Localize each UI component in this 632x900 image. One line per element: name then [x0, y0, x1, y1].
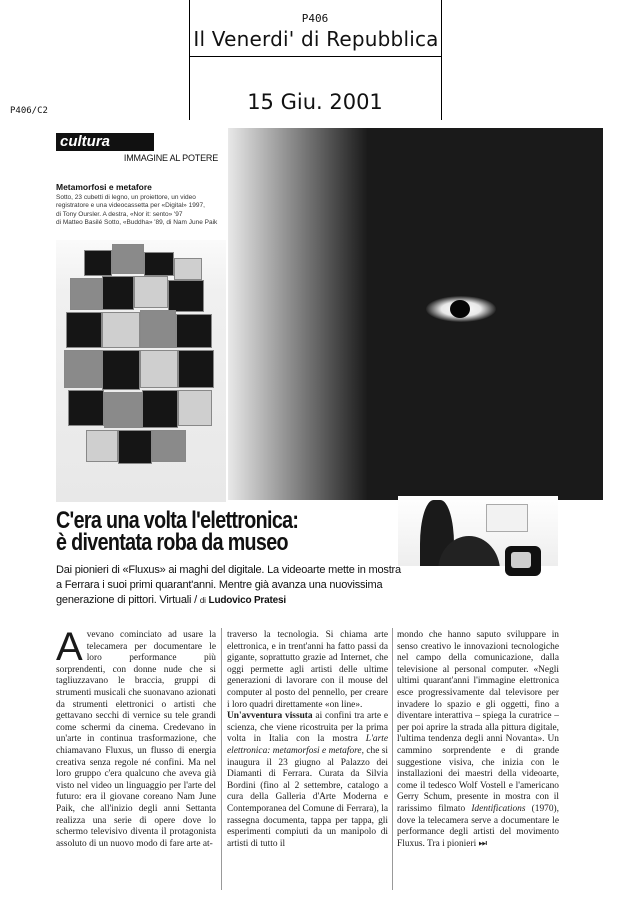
tv-screen: [511, 552, 531, 568]
cube: [178, 390, 212, 426]
headline-line: è diventata roba da museo: [56, 529, 288, 556]
cube: [102, 276, 134, 310]
byline: Ludovico Pratesi: [208, 595, 286, 606]
body-column-2: [227, 630, 388, 850]
eye-pupil: [450, 300, 470, 318]
caption-title: Metamorfosi e metafore: [56, 182, 152, 192]
caption-text: [56, 194, 222, 227]
subheading: Un'avventura vissuta: [227, 711, 313, 722]
article-headline: [56, 507, 339, 556]
headline-line: C'era una volta l'elettronica:: [56, 507, 299, 534]
column-divider: [392, 628, 393, 890]
cube: [144, 252, 174, 276]
cube: [70, 278, 102, 310]
column-text: ai confini tra arte e scienza, che viene ricostruita per la prima volta in Italia con la mostra: [227, 711, 389, 745]
column-divider: [221, 628, 222, 890]
exhibition-title: L'arte elettronica: metamorfosi e metafore,: [227, 734, 389, 756]
caption-line: Sotto, 23 cubetti di legno, un proiettore, un video: [56, 194, 196, 201]
column-text: mondo che hanno saputo sviluppare in senso creativo le innovazioni tecnologiche nel campo della comunicazione, dalla televisione al personal computer. «Negli ultimi quarant'anni l'immagine elettronica esce progressivamente dal televisore per invadere lo spazio e gli oggetti, fino a diventare interattiva – spiega la curatrice – per poi aprire la strada alla pittura digitale, l'ultima tendenza degli anni Novanta». Un cammino sorprendente e di grande suggestione visiva, che inizia con le installazioni dei maestri della videoarte, come il tedesco Wolf Vostell e l'americano Gerry Schum, presente in mostra con il rarissimo filmato: [397, 630, 559, 814]
cube: [140, 310, 176, 348]
body-column-3: [397, 630, 559, 850]
column-text: (1970), dove la telecamera serve a documentare le performance degli artisti del movimento Fluxus. Tra i pionieri: [397, 803, 559, 849]
standfirst-text: Dai pionieri di «Fluxus» ai maghi del digitale. La videoarte mette in mostra a Ferrara i suoi primi quarant'anni. Mentre già avanza una nuovissima generazione di pittori. Virtuali /: [56, 564, 401, 606]
header-rule-right: [441, 0, 442, 120]
column-text: che si inaugura il 23 giugno al Palazzo dei Diamanti di Ferrara. Curata da Silvia Bordini (fino al 2 settembre, catalogo a cura della Galleria d'Arte Moderna e Contemporanea del Comune di Ferrara), la rassegna documenta, tappa per tappa, gli esperimenti compiuti da un manipolo di artisti di tutto il: [227, 745, 389, 849]
cube: [178, 350, 214, 388]
cube: [84, 250, 112, 276]
dropcap: A: [56, 625, 83, 669]
cube: [112, 244, 144, 274]
cube: [142, 390, 178, 428]
cube: [118, 430, 152, 464]
publication-title: Il Venerdi' di Repubblica: [193, 27, 439, 51]
cube: [104, 392, 142, 428]
header-code: P406: [301, 12, 329, 25]
cube: [174, 258, 202, 280]
face-photo: [228, 128, 603, 500]
publication-date: 15 Giu. 2001: [247, 90, 383, 114]
photo-highlight: [228, 128, 368, 500]
article-standfirst: [56, 563, 406, 608]
caption-line: registratore e una videocassetta per «Digital» 1997,: [56, 202, 205, 210]
cube: [102, 350, 140, 390]
cube: [134, 276, 168, 308]
cube: [140, 350, 178, 388]
body-column-1: [56, 625, 216, 850]
cube: [168, 280, 204, 312]
column-text: vevano cominciato ad usare la telecamera per documentare le loro performance più sorprendenti, con donne nude che si tagliuzzavano le braccia, gruppi di strumenti musicali che suonavano azionati da strumenti elettronici o artisti che gettavano secchi di vernice su tele grandi come schermi da cinema. Credevano in un'arte in continua trasformazione, che chiamavano Fluxus, un flusso di energia creativa senza regole né confini. Ma nel loro gruppo c'era qualcuno che aveva già visto nel video un linguaggio per l'arte del futuro: era il giovane coreano Nam June Paik, che all'inizio degli anni Settanta realizza una serie di opere dove lo schermo televisivo diventa il protagonista assoluto di un nuovo modo di fare arte at-: [56, 630, 216, 849]
header-underline: [190, 56, 442, 57]
cube: [68, 390, 104, 426]
caption-line: di Matteo Basilé Sotto, «Buddha» '89, di Nam June Paik: [56, 218, 218, 226]
page-reference: P406/C2: [10, 106, 48, 116]
cube: [86, 430, 118, 462]
cube: [152, 430, 186, 462]
film-title: Identifications: [471, 803, 526, 814]
continue-icon: ⏭: [478, 838, 487, 849]
cube: [102, 312, 140, 348]
byline-label: di: [199, 596, 206, 605]
caption-line: di Tony Oursler. A destra, «Nor it: sento» '97: [56, 210, 183, 218]
cube: [64, 350, 102, 388]
window-frame: [486, 504, 528, 532]
section-rubric: cultura: [56, 133, 154, 151]
cubes-photo: [56, 240, 226, 502]
cube: [176, 314, 212, 348]
section-subtitle: IMMAGINE AL POTERE: [123, 153, 218, 163]
column-text: traverso la tecnologia. Si chiama arte elettronica, e in trent'anni ha fatto passi da gigante, soprattutto grazie ad Internet, che oggi permette agli artisti delle ultime generazioni di lavorare con il mouse del computer al posto del pennello, per creare i loro quadri direttamente «on line».: [227, 630, 388, 710]
cube: [66, 312, 102, 348]
tv-icon: [505, 546, 541, 576]
